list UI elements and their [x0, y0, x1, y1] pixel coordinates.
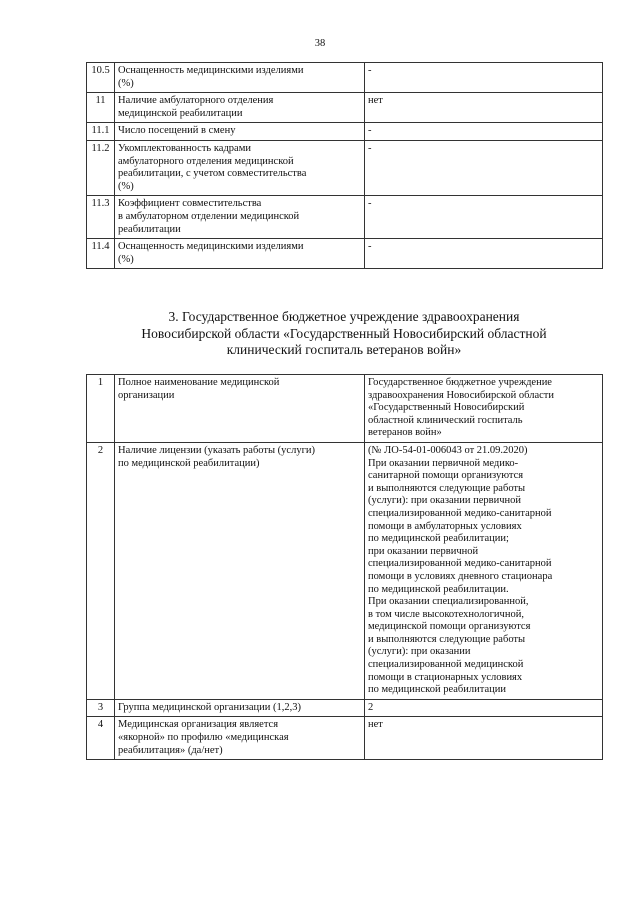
label-line: Полное наименование медицинской — [118, 377, 280, 388]
label-line: Наличие лицензии (указать работы (услуги) — [118, 444, 315, 456]
value-line: (услуги): при оказании первичной — [368, 495, 521, 507]
label-line: Медицинская организация является — [118, 719, 279, 731]
label-line: Коэффициент совместительства — [118, 198, 262, 210]
value-line: 2 — [368, 701, 374, 713]
value-line: специализированной медико-санитарной — [368, 558, 552, 570]
row-label — [115, 442, 365, 699]
row-number: 11.2 — [87, 140, 115, 195]
row-number: 2 — [87, 442, 115, 699]
value-line: - — [368, 198, 372, 210]
section-title — [70, 309, 618, 359]
value-line: и выполняются следующие работы — [368, 482, 526, 494]
row-number: 3 — [87, 699, 115, 717]
label-line: реабилитации — [118, 223, 181, 235]
value-line: - — [368, 142, 372, 154]
row-value — [365, 699, 603, 717]
row-value — [365, 375, 603, 443]
table-row — [87, 717, 603, 760]
label-line: в амбулаторном отделении медицинской — [118, 210, 300, 222]
value-line: при оказании первичной — [368, 545, 479, 557]
row-label — [115, 93, 365, 123]
row-value — [365, 442, 603, 699]
label-line: реабилитация» (да/нет) — [118, 744, 223, 756]
table-row — [87, 63, 603, 93]
label-line: (%) — [118, 253, 134, 265]
page-number: 38 — [314, 38, 326, 49]
section-title-line: Новосибирской области «Государственный Новосибирский областной — [141, 325, 547, 341]
section-title-line: клинический госпиталь ветеранов войн» — [226, 342, 462, 357]
row-value — [365, 123, 603, 141]
value-line: специализированной медицинской — [368, 659, 524, 671]
row-label — [115, 123, 365, 141]
row-number: 1 — [87, 375, 115, 443]
label-line: «якорной» по профилю «медицинская — [118, 732, 289, 744]
row-value — [365, 93, 603, 123]
value-line: нет — [368, 95, 383, 107]
table-row — [87, 375, 603, 443]
value-line: в том числе высокотехнологичной, — [368, 608, 524, 620]
value-line: по медицинской реабилитации; — [368, 533, 509, 545]
value-line: ветеранов войн» — [368, 427, 442, 439]
value-line: специализированной медико-санитарной — [368, 507, 552, 519]
label-line: по медицинской реабилитации) — [118, 457, 260, 469]
table-row — [87, 239, 603, 269]
row-value — [365, 63, 603, 93]
label-line: (%) — [118, 180, 134, 192]
indicators-table-top — [86, 62, 603, 269]
label-line: медицинской реабилитации — [118, 107, 243, 119]
value-line: помощи в амбулаторных условиях — [368, 520, 522, 532]
row-number: 4 — [87, 717, 115, 760]
label-line: организации — [118, 389, 175, 401]
label-line: Укомплектованность кадрами — [118, 142, 251, 154]
table-row — [87, 196, 603, 239]
row-label — [115, 699, 365, 717]
row-number: 11.3 — [87, 196, 115, 239]
value-line: - — [368, 241, 372, 253]
value-line: - — [368, 125, 372, 137]
section-title-line: 3. Государственное бюджетное учреждение здравоохранения — [168, 309, 520, 324]
table-row — [87, 140, 603, 195]
value-line: - — [368, 65, 372, 76]
label-line: Оснащенность медицинскими изделиями — [118, 241, 304, 253]
value-line: Государственное бюджетное учреждение — [368, 377, 552, 388]
table-row — [87, 699, 603, 717]
label-line: (%) — [118, 77, 134, 89]
value-line: (№ ЛО-54-01-006043 от 21.09.2020) — [368, 444, 528, 456]
value-line: нет — [368, 719, 383, 731]
label-line: Группа медицинской организации (1,2,3) — [118, 701, 301, 713]
table-row — [87, 93, 603, 123]
value-line: помощи в стационарных условиях — [368, 671, 523, 683]
value-line: областной клинический госпиталь — [368, 414, 523, 426]
row-number: 10.5 — [87, 63, 115, 93]
value-line: здравоохранения Новосибирской области — [368, 389, 555, 401]
value-line: При оказании специализированной, — [368, 596, 529, 608]
row-label — [115, 239, 365, 269]
row-value — [365, 239, 603, 269]
row-value — [365, 196, 603, 239]
value-line: санитарной помощи организуются — [368, 470, 524, 482]
label-line: Оснащенность медицинскими изделиями — [118, 65, 304, 76]
label-line: Наличие амбулаторного отделения — [118, 95, 274, 107]
row-value — [365, 140, 603, 195]
value-line: (услуги): при оказании — [368, 646, 471, 658]
table-row — [87, 123, 603, 141]
value-line: При оказании первичной медико- — [368, 457, 519, 469]
row-label — [115, 375, 365, 443]
label-line: Число посещений в смену — [118, 125, 236, 137]
value-line: «Государственный Новосибирский — [368, 402, 525, 414]
row-number: 11.4 — [87, 239, 115, 269]
value-line: помощи в условиях дневного стационара — [368, 570, 553, 582]
row-value — [365, 717, 603, 760]
row-label — [115, 717, 365, 760]
label-line: амбулаторного отделения медицинской — [118, 155, 294, 167]
row-number: 11 — [87, 93, 115, 123]
row-label — [115, 63, 365, 93]
value-line: по медицинской реабилитации. — [368, 583, 509, 595]
row-label — [115, 140, 365, 195]
table-row — [87, 442, 603, 699]
value-line: по медицинской реабилитации — [368, 684, 506, 696]
value-line: медицинской помощи организуются — [368, 621, 531, 633]
label-line: реабилитации, с учетом совместительства — [118, 168, 307, 180]
row-number: 11.1 — [87, 123, 115, 141]
row-label — [115, 196, 365, 239]
value-line: и выполняются следующие работы — [368, 633, 526, 645]
organization-table — [86, 374, 603, 760]
